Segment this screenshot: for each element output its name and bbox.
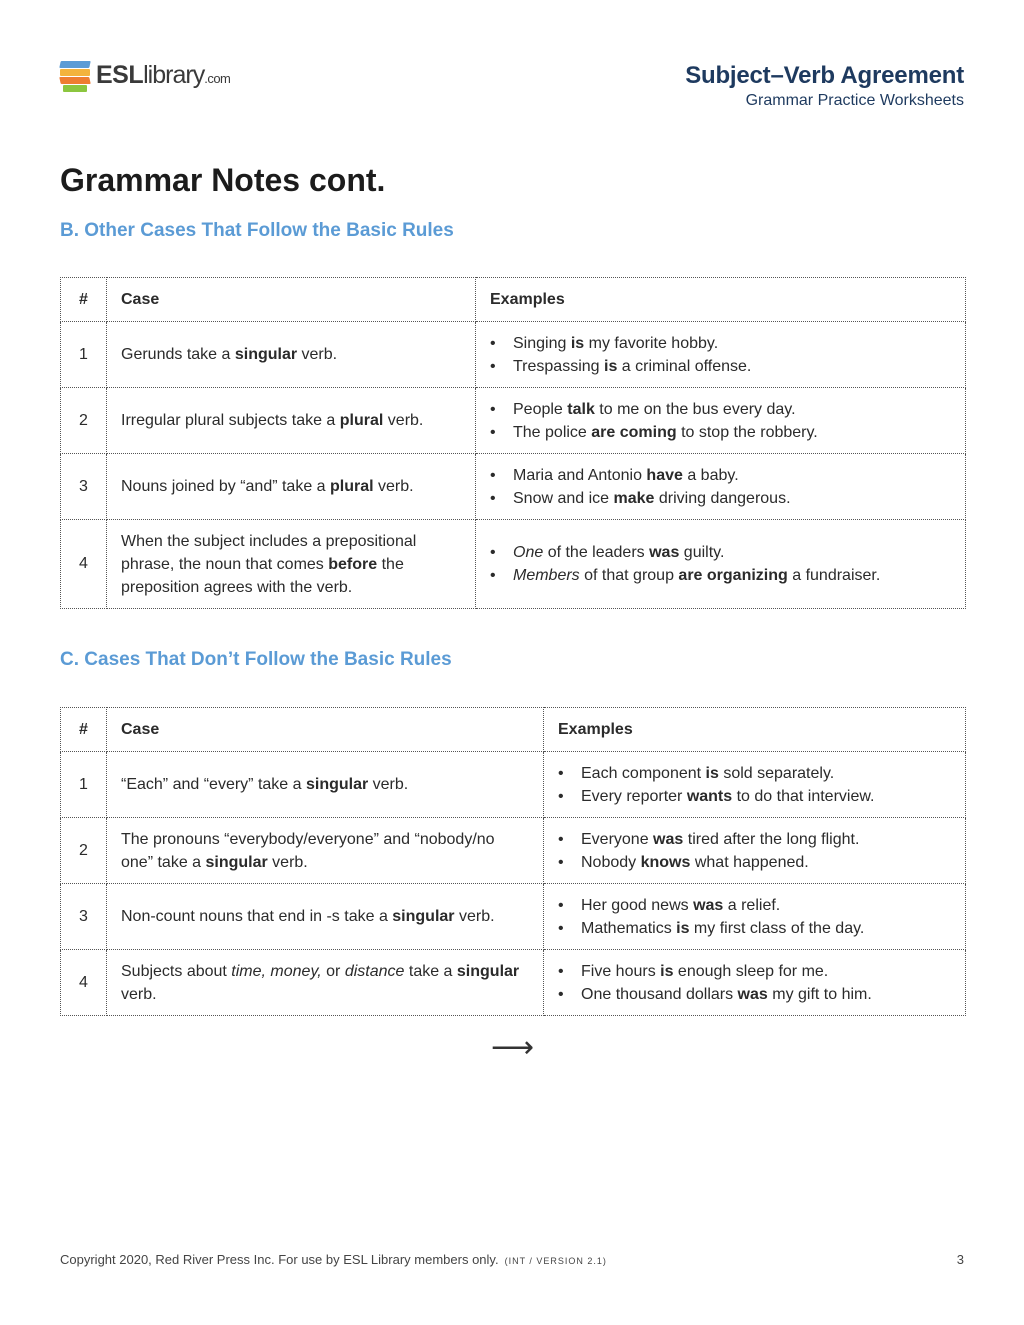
worksheet-title: Subject–Verb Agreement <box>685 62 964 89</box>
col-header-case: Case <box>107 278 476 322</box>
case-cell: The pronouns “everybody/everyone” and “nobody/no one” take a singular verb. <box>107 818 544 884</box>
col-header-number: # <box>61 708 107 752</box>
bullet-icon: • <box>558 764 564 782</box>
table-row <box>61 950 966 1016</box>
example-item: • Her good news was a relief. <box>558 894 951 917</box>
example-item: • The police are coming to stop the robbery. <box>490 421 951 444</box>
example-item: • People talk to me on the bus every day. <box>490 398 951 421</box>
table-row <box>61 884 966 950</box>
bullet-icon: • <box>558 830 564 848</box>
example-item: • Mathematics is my first class of the day. <box>558 917 951 940</box>
footer <box>60 1252 964 1267</box>
col-header-examples: Examples <box>476 278 966 322</box>
bullet-icon: • <box>558 962 564 980</box>
examples-cell <box>544 752 966 818</box>
col-header-number: # <box>61 278 107 322</box>
row-number: 2 <box>61 818 107 884</box>
col-header-case: Case <box>107 708 544 752</box>
examples-cell <box>476 454 966 520</box>
row-number: 4 <box>61 950 107 1016</box>
bullet-icon: • <box>558 985 564 1003</box>
example-item: • Every reporter wants to do that interview. <box>558 785 951 808</box>
case-cell: When the subject includes a prepositional phrase, the noun that comes before the preposition agrees with the verb. <box>107 520 476 609</box>
example-item: • Everyone was tired after the long flight. <box>558 828 951 851</box>
example-item: • Five hours is enough sleep for me. <box>558 960 951 983</box>
row-number: 2 <box>61 388 107 454</box>
bullet-icon: • <box>490 489 496 507</box>
bullet-icon: • <box>490 334 496 352</box>
bullet-icon: • <box>558 919 564 937</box>
table-row <box>61 322 966 388</box>
bullet-icon: • <box>490 466 496 484</box>
bullet-icon: • <box>558 853 564 871</box>
examples-cell <box>476 322 966 388</box>
section-c-title: C. Cases That Don’t Follow the Basic Rules <box>60 649 452 670</box>
page-number: 3 <box>956 1252 964 1267</box>
table-row <box>61 388 966 454</box>
bullet-icon: • <box>490 400 496 418</box>
table-row <box>61 752 966 818</box>
version-label: (INT / VERSION 2.1) <box>504 1256 607 1266</box>
logo-books-icon <box>60 59 90 91</box>
case-cell: Subjects about time, money, or distance take a singular verb. <box>107 950 544 1016</box>
bullet-icon: • <box>490 357 496 375</box>
bullet-icon: • <box>490 567 496 584</box>
row-number: 1 <box>61 752 107 818</box>
example-item: • One of the leaders was guilty. <box>490 541 951 564</box>
col-header-examples: Examples <box>544 708 966 752</box>
logo-wordmark: ESLlibrary.com <box>96 60 231 89</box>
esl-library-logo <box>60 58 230 92</box>
worksheet-subtitle: Grammar Practice Worksheets <box>745 92 964 109</box>
table-row <box>61 520 966 609</box>
example-item: • Each component is sold separately. <box>558 762 951 785</box>
case-cell: Non-count nouns that end in -s take a singular verb. <box>107 884 544 950</box>
example-item: • One thousand dollars was my gift to him. <box>558 983 951 1006</box>
case-cell: Nouns joined by “and” take a plural verb. <box>107 454 476 520</box>
table-row <box>61 818 966 884</box>
copyright-notice: Copyright 2020, Red River Press Inc. For use by ESL Library members only. (INT / VERSION 2.1) <box>60 1252 607 1267</box>
case-cell: Gerunds take a singular verb. <box>107 322 476 388</box>
row-number: 3 <box>61 884 107 950</box>
next-page-arrow-icon: ⟶ <box>491 1031 535 1064</box>
section-b-title: B. Other Cases That Follow the Basic Rules <box>60 220 454 241</box>
bullet-icon: • <box>490 544 496 561</box>
worksheet-header <box>685 62 964 110</box>
bullet-icon: • <box>490 423 496 441</box>
row-number: 1 <box>61 322 107 388</box>
row-number: 3 <box>61 454 107 520</box>
case-cell: “Each” and “every” take a singular verb. <box>107 752 544 818</box>
example-item: • Trespassing is a criminal offense. <box>490 355 951 378</box>
examples-cell <box>544 884 966 950</box>
example-item: • Nobody knows what happened. <box>558 851 951 874</box>
bullet-icon: • <box>558 787 564 805</box>
example-item: • Members of that group are organizing a fundraiser. <box>490 564 951 587</box>
example-item: • Maria and Antonio have a baby. <box>490 464 951 487</box>
examples-cell <box>476 388 966 454</box>
examples-cell <box>544 950 966 1016</box>
examples-cell <box>476 520 966 609</box>
page-title: Grammar Notes cont. <box>60 162 386 198</box>
section-c-table <box>60 707 966 1016</box>
examples-cell <box>544 818 966 884</box>
bullet-icon: • <box>558 896 564 914</box>
section-b-table <box>60 277 966 609</box>
example-item: • Snow and ice make driving dangerous. <box>490 487 951 510</box>
example-item: • Singing is my favorite hobby. <box>490 332 951 355</box>
row-number: 4 <box>61 520 107 609</box>
table-row <box>61 454 966 520</box>
case-cell: Irregular plural subjects take a plural verb. <box>107 388 476 454</box>
